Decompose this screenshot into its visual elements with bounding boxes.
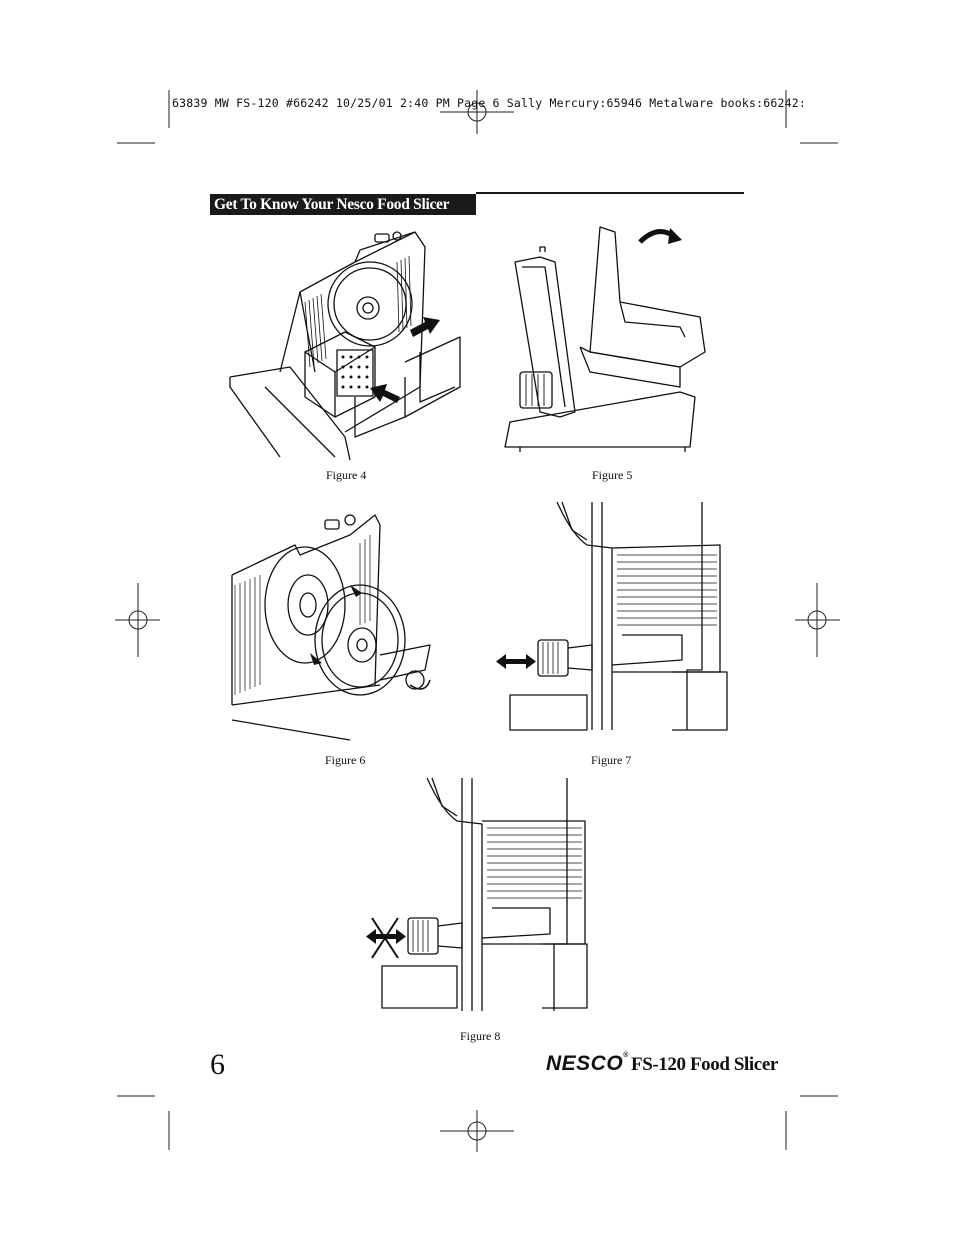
figure-6-caption: Figure 6 (325, 753, 366, 767)
figure-8-illustration (362, 776, 602, 1016)
figure-5-caption: Figure 5 (592, 468, 633, 482)
figure-7-caption: Figure 7 (591, 753, 632, 767)
arrow-icon (310, 585, 362, 665)
figure-5-illustration (500, 222, 720, 452)
page-number: 6 (210, 1048, 225, 1081)
brand-name: NESCO (546, 1052, 624, 1075)
header-rule (476, 192, 744, 194)
registration-mark-left (115, 583, 160, 657)
section-title: Get To Know Your Nesco Food Slicer (210, 194, 476, 215)
arrow-icon (496, 654, 536, 669)
registration-mark-bottom (440, 1110, 514, 1152)
figure-8-caption: Figure 8 (460, 1029, 501, 1043)
product-name: FS-120 Food Slicer (631, 1054, 778, 1075)
brand-logo (546, 1052, 629, 1076)
registration-mark-right (795, 583, 840, 657)
figure-4-illustration (225, 222, 475, 462)
figure-6-illustration (230, 505, 450, 745)
printer-slug-line: 63839 MW FS-120 #66242 10/25/01 2:40 PM Page 6 Sally Mercury:65946 Metalware books:66242: (172, 96, 806, 110)
figure-4-caption: Figure 4 (326, 468, 367, 482)
registered-mark: ® (623, 1052, 629, 1059)
figure-7-illustration (492, 500, 732, 735)
